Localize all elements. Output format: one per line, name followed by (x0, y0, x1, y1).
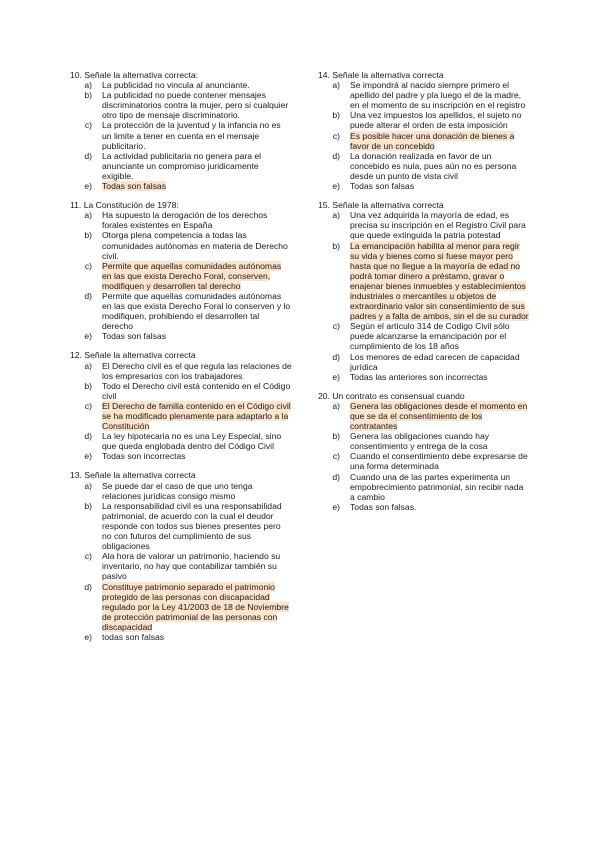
option-text-wrap (102, 210, 292, 230)
option (70, 501, 292, 551)
option-text-wrap (102, 451, 292, 461)
option-letter: a) (84, 80, 92, 91)
option-letter: a) (332, 210, 340, 221)
option (318, 80, 530, 110)
option-text: Todas las anteriores son incorrectas (350, 371, 488, 382)
option-text: La publicidad no puede contener mensajes discriminatorios contra la mujer, pero si cualquier otro tipo de mensaje discriminatorio. (102, 90, 289, 121)
option-text: Todas son incorrectas (102, 451, 186, 462)
question-title: 20. Un contrato es consensual cuando (318, 390, 465, 401)
right-column (318, 70, 530, 521)
option-text: Una vez impuestos los apellidos, el sujeto no puede alterar el orden de esta imposición (350, 110, 522, 131)
option-highlighted (318, 401, 530, 431)
option-text: Ha supuesto la derogación de los derechos forales existentes en España (102, 210, 268, 231)
option (70, 291, 292, 331)
option (70, 451, 292, 461)
option-text: todas son falsas (102, 631, 165, 642)
option-letter: e) (332, 371, 340, 382)
option-text-wrap (102, 431, 292, 451)
option-text-wrap (102, 90, 292, 120)
option-text: Es posible hacer una donación de bienes a favor de un concebido (350, 130, 515, 151)
option-text: Genera las obligaciones cuando hay consentimiento y entrega de la cosa (350, 431, 490, 452)
option-letter: b) (84, 380, 92, 391)
option-highlighted (70, 582, 292, 632)
option-text: Según el artículo 314 de Codigo Civil sólo puede alcanzarse la emancipación por el cumplimiento de los 18 años (350, 321, 510, 352)
option (318, 210, 530, 240)
option-text-wrap (350, 352, 530, 372)
option-letter: b) (332, 110, 340, 121)
option-highlighted (70, 261, 292, 291)
option-highlighted (70, 401, 292, 431)
question-block (318, 391, 530, 512)
option (318, 472, 530, 502)
option-text: Cuando una de las partes experimenta un empobrecimiento patrimonial, sin recibir nada a cambio (350, 471, 524, 502)
option-text-wrap (102, 582, 292, 632)
question-title: 14. Señale la alternativa correcta (318, 70, 444, 80)
option (70, 481, 292, 501)
option-text-wrap (350, 401, 530, 431)
option (318, 151, 530, 181)
option-text: Los menores de edad carecen de capacidad jurídica (350, 351, 520, 372)
question-title: 15. Señale la alternativa correcta (318, 200, 444, 211)
option-letter: c) (332, 451, 340, 462)
option-letter: a) (332, 80, 340, 91)
option (70, 80, 292, 90)
option-text: El Derecho civil es el que regula las relaciones de los empresarios con los trabajadores (102, 360, 292, 381)
option-letter: b) (332, 240, 340, 251)
question-block (70, 200, 292, 341)
option-letter: a) (84, 360, 92, 371)
option-letter: e) (84, 331, 92, 342)
option-letter: e) (84, 631, 92, 642)
option-text: Todas son falsas (350, 181, 415, 192)
option-text-wrap (102, 261, 292, 291)
option-letter: c) (332, 321, 340, 332)
option-text-wrap (102, 181, 292, 191)
option-text-wrap (102, 361, 292, 381)
option-text: La actividad publicitaria no genera para el anunciante un compromiso juridicamente exigible. (102, 150, 262, 181)
question-title: 13. Señale la alternativa correcta (70, 470, 196, 481)
option-text-wrap (350, 181, 530, 191)
option-letter: c) (332, 130, 340, 141)
option-text: La donación realizada en favor de un concebido es nula, pues aún no es persona desde un punto de vista civil (350, 150, 517, 181)
option-letter: d) (84, 150, 92, 161)
question-block (318, 200, 530, 382)
option-letter: e) (84, 181, 92, 192)
question-block (70, 350, 292, 461)
option-text: La publicidad no vincula al anunciante. (102, 80, 250, 91)
option-letter: c) (84, 260, 92, 271)
option (70, 151, 292, 181)
option-text: Constituye patrimonio separado el patrimonio protegido de las personas con discapacidad regulado por la Ley 41/2003 de 18 de Noviembre de protección patrimonial de las personas con discapacidad (102, 581, 289, 632)
option (70, 361, 292, 381)
option (70, 331, 292, 341)
option-text: Se puede dar el caso de que uno tenga relaciones jurídicas consigo mismo (102, 480, 253, 501)
option-letter: e) (332, 181, 340, 192)
option (70, 431, 292, 451)
option-letter: b) (84, 500, 92, 511)
option-text-wrap (102, 151, 292, 181)
option-highlighted (318, 241, 530, 322)
option (70, 120, 292, 150)
option-letter: b) (332, 431, 340, 442)
option-text-wrap (350, 241, 530, 322)
option-text-wrap (350, 451, 530, 471)
option-text: La responsabilidad civil es una responsabilidad patrimonial, de acuerdo con la cual el deudor responde con todos sus bienes presentes pero no con futuros del cumplimiento de sus obligaciones (102, 500, 282, 552)
option (318, 372, 530, 382)
option (318, 431, 530, 451)
option-text-wrap (102, 481, 292, 501)
option-letter: b) (84, 90, 92, 101)
left-column (70, 70, 292, 651)
option-text-wrap (102, 120, 292, 150)
option-text-wrap (102, 501, 292, 551)
option (70, 90, 292, 120)
option-text-wrap (102, 80, 292, 90)
option-text-wrap (102, 291, 292, 331)
option (70, 551, 292, 581)
option-letter: d) (84, 431, 92, 442)
option-text-wrap (102, 381, 292, 401)
option-text: Cuando el consentimiento debe expresarse de una forma determinada (350, 451, 528, 472)
option-text: Permite que aquellas comunidades autónomas en las que exista Derecho Foral lo conserven y lo modifiquen, prohibiendo el desarrollen tal derecho (102, 290, 291, 332)
option-text-wrap (350, 110, 530, 130)
option-text: Una vez adquirida la mayoría de edad, es precisa su inscripción en el Registro Civil para que quede extinguida la patria potestad (350, 210, 526, 241)
option-letter: d) (332, 150, 340, 161)
option-letter: a) (84, 480, 92, 491)
option (70, 230, 292, 260)
option-text-wrap (350, 131, 530, 151)
option-text-wrap (102, 331, 292, 341)
option-letter: d) (84, 290, 92, 301)
question-title: 10. Señale la alternativa correcta: (70, 70, 199, 80)
option-text-wrap (350, 151, 530, 181)
option-text: Todas son falsas (102, 331, 167, 342)
option-text: El Derecho de familia contenido en el Código civil se ha modificado plenamente para adaptarlo a la Constitución (102, 400, 291, 432)
option-text: Genera las obligaciones desde el momento en que se da el consentimiento de los contratantes (350, 400, 528, 432)
option-text-wrap (102, 230, 292, 260)
option-text-wrap (350, 472, 530, 502)
option-text: Todo el Derecho civil está contenido en el Código civil (102, 380, 291, 401)
option-text: La emancipación habilita al menor para regir su vida y bienes como si fuese mayor pero hasta que no llegue a la mayoría de edad no podrá tomar dinero a préstamo, gravar o enajenar bienes inmuebles y establecimientos industriales o mercantiles u objetos de extraordinario valor sin consentimiento de sus padres y a falta de ambos, sin el de su curador (350, 240, 529, 322)
question-block (70, 70, 292, 191)
option-letter: e) (84, 451, 92, 462)
option (70, 381, 292, 401)
option-text-wrap (350, 372, 530, 382)
option-letter: b) (84, 230, 92, 241)
option (318, 352, 530, 372)
option-text-wrap (350, 210, 530, 240)
option-letter: d) (332, 471, 340, 482)
option-letter: e) (332, 501, 340, 512)
option-letter: d) (84, 581, 92, 592)
option-text: Permite que aquellas comunidades autónomas en las que exista Derecho Foral, conserven, modifiquen y desarrollen tal derecho (102, 260, 282, 291)
option-text-wrap (350, 321, 530, 351)
option (318, 110, 530, 130)
option-letter: d) (332, 351, 340, 362)
option-text-wrap (350, 431, 530, 451)
option (318, 321, 530, 351)
question-block (318, 70, 530, 191)
option-text: La protección de la juventud y la infancia no es un limite a tener en cuenta en el mensaje publicitario. (102, 120, 281, 151)
option (70, 632, 292, 642)
option-letter: c) (84, 551, 92, 562)
option-letter: a) (332, 400, 340, 411)
option-text-wrap (102, 632, 292, 642)
option-text: Todas son falsas (102, 181, 167, 192)
option (318, 451, 530, 471)
question-block (70, 470, 292, 642)
option (318, 502, 530, 512)
option-text-wrap (350, 502, 530, 512)
option-letter: c) (84, 400, 92, 411)
option (318, 181, 530, 191)
option-letter: c) (84, 120, 92, 131)
option-text: Se impondrá al nacido siempre primero el apellido del padre y pla luego el de la madre, en el momento de su inscripción en el registro (350, 80, 526, 111)
option-highlighted (318, 131, 530, 151)
option-text: Todas son falsas. (350, 501, 417, 512)
option-text: Otorga plena competencia a todas las comunidades autónomas en materia de Derecho civil. (102, 230, 288, 261)
option-text: Ala hora de valorar un patrimonio, haciendo su inventario, no hay que contabilizar también su pasivo (102, 551, 281, 582)
option-text-wrap (350, 80, 530, 110)
option-highlighted (70, 181, 292, 191)
option-text: La ley hipotecaria no es una Ley Especial, sino que queda englobada dentro del Código Civil (102, 431, 282, 452)
option-text-wrap (102, 551, 292, 581)
question-title: 12. Señale la alternativa correcta (70, 350, 196, 361)
option-text-wrap (102, 401, 292, 431)
option-letter: a) (84, 210, 92, 221)
option (70, 210, 292, 230)
question-title: 11. La Constitución de 1978: (70, 200, 179, 211)
